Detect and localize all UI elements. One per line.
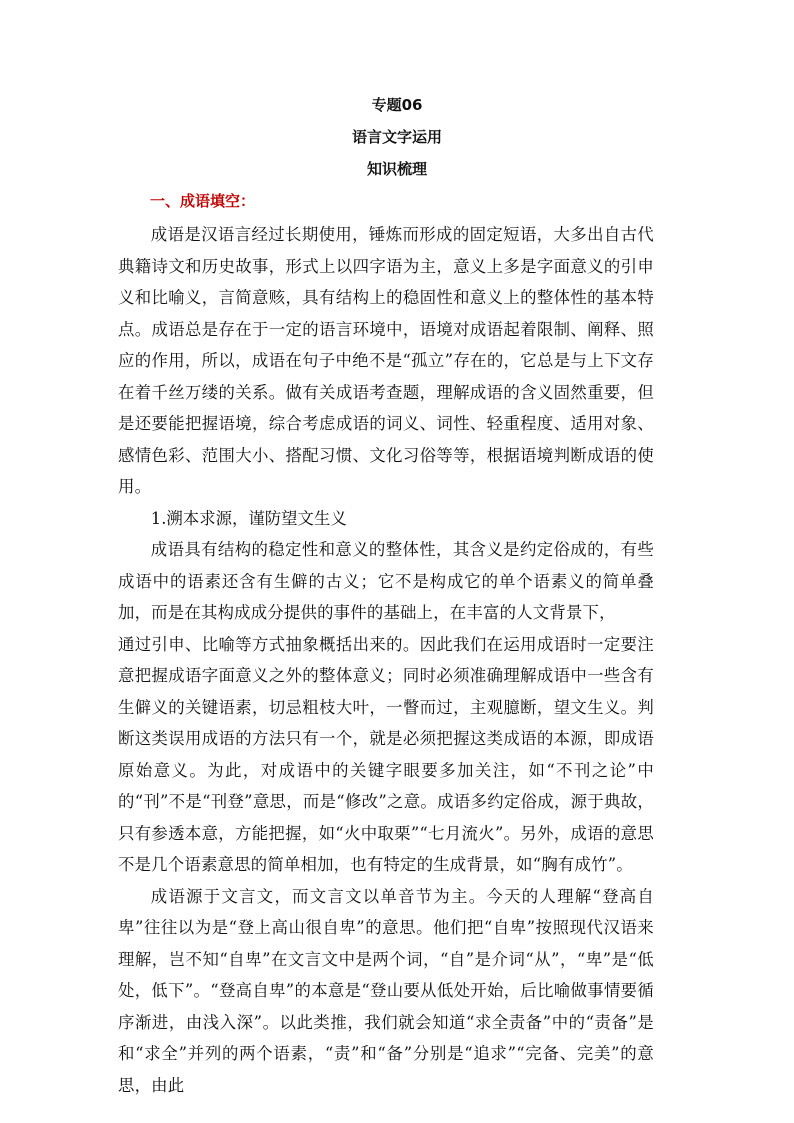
paragraph-3: 通过引申、比喻等方式抽象概括出来的。因此我们在运用成语时一定要注意把握成语字面意义之外的整体意义；同时必须准确理解成语中一些含有生僻义的关键语素，切忌粗枝大叶，一瞥而过，主观臆断，望文生义。判断这类误用成语的方法只有一个，就是必须把握这类成语的本源，即成语原始意义。为此，对成语中的关键字眼要多加关注，如“不刊之论”中的“刊”不是“刊登”意思，而是“修改”之意。成语多约定俗成，源于典故，只有参透本意，方能把握，如“火中取栗”“七月流火”。另外，成语的意思不是几个语素意思的简单相加，也有特定的生成背景，如“胸有成竹”。 [118, 634, 654, 874]
paragraph-intro: 成语是汉语言经过长期使用，锤炼而形成的固定短语，大多出自古代典籍诗文和历史故事，形式上以四字语为主，意义上多是字面意义的引申义和比喻义，言简意赅，具有结构上的稳固性和意义上的整体性的基本特点。成语总是存在于一定的语言环境中，语境对成语起着限制、阐释、照应的作用，所以，成语在句子中绝不是“孤立”存在的，它总是与上下文存在着千丝万缕的关系。做有关成语考查题，理解成语的含义固然重要，但是还要能把握语境，综合考虑成语的词义、词性、轻重程度、适用对象、感情色彩、范围大小、搭配习惯、文化习俗等等，根据语境判断成语的使用。 [118, 225, 654, 496]
doc-title-section: 知识梳理 [366, 160, 427, 178]
paragraph-4: 成语源于文言文，而文言文以单音节为主。今天的人理解“登高自卑”往往以为是“登上高山很自卑”的意思。他们把“自卑”按照现代汉语来理解，岂不知“自卑”在文言文中是两个词，“自”是介词“从”，“卑”是“低处，低下”。“登高自卑”的本意是“登山要从低处开始，后比喻做事情要循序渐进，由浅入深”。以此类推，我们就会知道“求全责备”中的“责备”是和“求全”并列的两个语素，“责”和“备”分别是“追求”“完备、完美”的意思，由此 [118, 886, 654, 1095]
doc-title-subject: 语言文字运用 [351, 128, 442, 146]
paragraph-2: 成语具有结构的稳定性和意义的整体性，其含义是约定俗成的，有些成语中的语素还含有生僻的古义；它不是构成它的单个语素义的简单叠加，而是在其构成成分提供的事件的基础上，在丰富的人文背景下， [118, 540, 654, 622]
doc-body [118, 191, 654, 1101]
subheading-1: 1.溯本求源，谨防望文生义 [150, 508, 347, 528]
section-heading: 一、成语填空： [150, 192, 256, 210]
doc-title-topic: 专题06 [371, 96, 423, 114]
